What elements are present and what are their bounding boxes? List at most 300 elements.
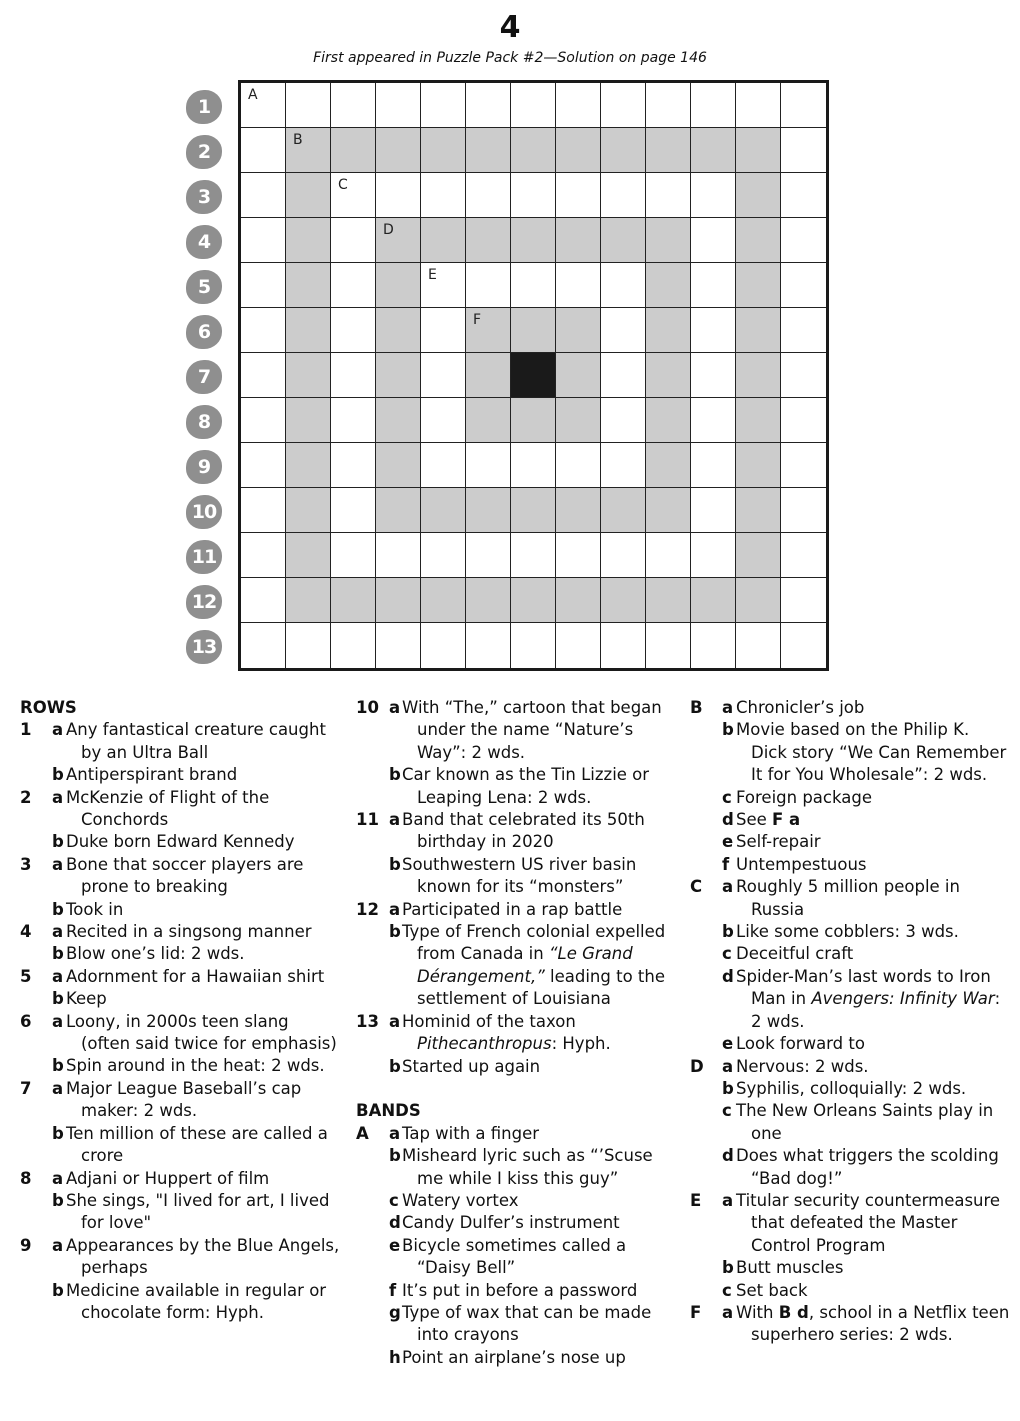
- clue-number: 6: [20, 1011, 32, 1031]
- grid-cell[interactable]: [736, 173, 781, 218]
- grid-cell[interactable]: [466, 623, 511, 668]
- grid-cell[interactable]: [331, 218, 376, 263]
- grid-cell[interactable]: [556, 83, 601, 128]
- clue-letter: a: [722, 698, 734, 717]
- grid-cell[interactable]: [601, 353, 646, 398]
- grid-cell[interactable]: [781, 308, 826, 353]
- clue-text: Spider-Man’s last words to Iron Man in Avengers: Infinity War: 2 wds.: [736, 966, 1001, 1031]
- grid-cell[interactable]: [241, 353, 286, 398]
- clue: [690, 1078, 1010, 1100]
- grid-cell[interactable]: [376, 353, 421, 398]
- grid-cell[interactable]: [331, 623, 376, 668]
- clue-text: Movie based on the Philip K. Dick story “We Can Remember It for You Wholesale”: 2 wds.: [736, 720, 1007, 785]
- clue: [690, 831, 1010, 853]
- grid-cell[interactable]: [691, 308, 736, 353]
- grid-cell[interactable]: [241, 218, 286, 263]
- clue-text: Loony, in 2000s teen slang (often said twice for emphasis): [66, 1011, 337, 1054]
- grid-cell[interactable]: [781, 128, 826, 173]
- section-gap: [356, 1078, 682, 1100]
- clue-letter: d: [722, 966, 734, 986]
- grid-cell[interactable]: [736, 578, 781, 623]
- grid-cell[interactable]: [286, 533, 331, 578]
- grid-cell[interactable]: [331, 83, 376, 128]
- grid-cell[interactable]: [646, 308, 691, 353]
- clue-text: Untempestuous: [736, 854, 867, 874]
- grid-cell[interactable]: [646, 623, 691, 668]
- grid-cell[interactable]: [781, 488, 826, 533]
- grid-cell[interactable]: [781, 443, 826, 488]
- grid-cell[interactable]: [736, 398, 781, 443]
- clue-letter: f: [722, 854, 730, 874]
- clue-text: Look forward to: [736, 1034, 865, 1054]
- grid-cell[interactable]: [691, 173, 736, 218]
- clue: [356, 1123, 682, 1145]
- grid-cell[interactable]: [736, 488, 781, 533]
- grid-cell[interactable]: [286, 623, 331, 668]
- grid-cell[interactable]: [601, 533, 646, 578]
- clue-letter: f: [389, 1280, 397, 1300]
- grid-cell[interactable]: [376, 398, 421, 443]
- grid-cell[interactable]: [781, 173, 826, 218]
- grid-cell[interactable]: [781, 263, 826, 308]
- clue-text: Point an airplane’s nose up: [402, 1347, 626, 1367]
- grid-cell[interactable]: [511, 398, 556, 443]
- grid-cell[interactable]: [556, 353, 601, 398]
- grid-cell[interactable]: [286, 308, 331, 353]
- grid-cell[interactable]: [331, 443, 376, 488]
- grid-cell[interactable]: [736, 218, 781, 263]
- grid-cell[interactable]: [331, 173, 376, 218]
- clue-text: Adjani or Huppert of film: [66, 1168, 270, 1188]
- clue-letter: c: [722, 944, 732, 964]
- clue: [356, 697, 682, 764]
- clue-number: D: [690, 1056, 704, 1076]
- clue-letter: b: [52, 1056, 64, 1076]
- row-number-marker: 13: [186, 630, 222, 664]
- grid-cell[interactable]: [781, 83, 826, 128]
- clue-letter: a: [722, 1056, 734, 1076]
- grid-cell[interactable]: [376, 578, 421, 623]
- clue: [356, 921, 682, 1011]
- grid-cell[interactable]: [466, 83, 511, 128]
- grid-cell[interactable]: [286, 83, 331, 128]
- grid-cell[interactable]: [646, 218, 691, 263]
- clue-text: Chronicler’s job: [736, 698, 865, 717]
- clue-letter: b: [52, 1190, 64, 1210]
- grid-cell[interactable]: [691, 578, 736, 623]
- clue-text: Roughly 5 million people in Russia: [736, 877, 960, 919]
- clue-text: Any fantastical creature caught by an Ultra Ball: [66, 720, 326, 762]
- clue: [20, 966, 342, 988]
- clue-letter: a: [52, 787, 64, 807]
- grid-cell[interactable]: [376, 128, 421, 173]
- grid-cell[interactable]: [511, 173, 556, 218]
- clue-text: She sings, "I lived for art, I lived for love": [66, 1190, 330, 1233]
- clue-letter: b: [52, 1280, 64, 1300]
- grid-cell[interactable]: [511, 443, 556, 488]
- clue-text: Deceitful craft: [736, 944, 854, 964]
- band-start-label: D: [383, 222, 394, 238]
- clue-text: With “The,” cartoon that began under the name “Nature’s Way”: 2 wds.: [402, 698, 662, 762]
- clue-number: 8: [20, 1168, 32, 1188]
- grid-cell[interactable]: [736, 83, 781, 128]
- clue-letter: b: [389, 765, 401, 785]
- grid-cell[interactable]: [466, 533, 511, 578]
- puzzle-subtitle: First appeared in Puzzle Pack #2—Solution on page 146: [313, 50, 707, 66]
- grid-cell[interactable]: [601, 623, 646, 668]
- clue: [20, 921, 342, 943]
- grid-cell[interactable]: [241, 128, 286, 173]
- grid-cell[interactable]: [421, 623, 466, 668]
- grid-cell[interactable]: [781, 353, 826, 398]
- grid-cell[interactable]: [466, 173, 511, 218]
- row-number-marker: 2: [186, 135, 222, 169]
- clue-letter: b: [389, 1056, 401, 1076]
- grid-cell[interactable]: [241, 398, 286, 443]
- grid-cell[interactable]: [691, 488, 736, 533]
- band-start-label: A: [248, 87, 258, 103]
- clue-text: Like some cobblers: 3 wds.: [736, 922, 959, 942]
- grid-cell[interactable]: [376, 623, 421, 668]
- grid-cell[interactable]: [331, 488, 376, 533]
- clue-text: With B d, school in a Netflix teen superhero series: 2 wds.: [736, 1302, 1010, 1345]
- grid-cell[interactable]: [241, 533, 286, 578]
- clue: [690, 1190, 1010, 1257]
- grid-cell[interactable]: [421, 533, 466, 578]
- clue-text: Southwestern US river basin known for its “monsters”: [402, 854, 637, 897]
- grid-cell[interactable]: [556, 488, 601, 533]
- rows-heading: ROWS: [20, 698, 77, 717]
- clue-letter: b: [52, 832, 64, 852]
- clue: [690, 876, 1010, 921]
- clue: [20, 899, 342, 921]
- clue: [20, 1011, 342, 1056]
- clue: [356, 1145, 682, 1190]
- grid-cell[interactable]: [421, 488, 466, 533]
- grid-cell[interactable]: [556, 533, 601, 578]
- clue: [690, 1033, 1010, 1055]
- grid-cell[interactable]: [331, 353, 376, 398]
- grid-cell[interactable]: [601, 398, 646, 443]
- black-cell: [511, 353, 556, 398]
- grid-cell[interactable]: [601, 263, 646, 308]
- clue: [690, 943, 1010, 965]
- grid-cell[interactable]: [241, 173, 286, 218]
- clue-text: Titular security countermeasure that defeated the Master Control Program: [736, 1190, 1001, 1255]
- row-number-marker: 9: [186, 450, 222, 484]
- clue-text: Spin around in the heat: 2 wds.: [66, 1056, 325, 1076]
- grid-cell[interactable]: [556, 128, 601, 173]
- grid-cell[interactable]: [646, 353, 691, 398]
- grid-cell[interactable]: [466, 218, 511, 263]
- grid-cell[interactable]: [421, 263, 466, 308]
- grid-cell[interactable]: [691, 623, 736, 668]
- grid-cell[interactable]: [646, 488, 691, 533]
- grid-cell[interactable]: [601, 218, 646, 263]
- grid-cell[interactable]: [646, 578, 691, 623]
- grid-cell[interactable]: [556, 218, 601, 263]
- grid-cell[interactable]: [511, 623, 556, 668]
- grid-cell[interactable]: [511, 218, 556, 263]
- band-start-label: C: [338, 177, 348, 193]
- grid-cell[interactable]: [691, 353, 736, 398]
- grid-cell[interactable]: [556, 263, 601, 308]
- grid-cell[interactable]: [646, 173, 691, 218]
- clue-text: Blow one’s lid: 2 wds.: [66, 944, 245, 964]
- grid-cell[interactable]: [736, 128, 781, 173]
- grid-cell[interactable]: [736, 308, 781, 353]
- grid-cell[interactable]: [286, 173, 331, 218]
- grid-cell[interactable]: [331, 398, 376, 443]
- grid-cell[interactable]: [646, 263, 691, 308]
- grid-cell[interactable]: [511, 128, 556, 173]
- grid-cell[interactable]: [241, 578, 286, 623]
- clue: [20, 1055, 342, 1077]
- grid-cell[interactable]: [241, 443, 286, 488]
- grid-cell[interactable]: [556, 443, 601, 488]
- row-number-marker: 3: [186, 180, 222, 214]
- clue-text: Syphilis, colloquially: 2 wds.: [736, 1078, 967, 1098]
- clue: [356, 1011, 682, 1056]
- grid-cell[interactable]: [601, 578, 646, 623]
- grid-cell[interactable]: [286, 578, 331, 623]
- clue: [20, 854, 342, 899]
- grid-cell[interactable]: [736, 263, 781, 308]
- clue: [20, 764, 342, 786]
- clue-number: 3: [20, 854, 32, 874]
- clue-letter: a: [52, 1078, 64, 1098]
- clue: [356, 899, 682, 921]
- grid-cell[interactable]: [331, 128, 376, 173]
- clue-letter: a: [52, 966, 64, 986]
- grid-cell[interactable]: [511, 488, 556, 533]
- grid-cell[interactable]: [556, 173, 601, 218]
- grid-cell[interactable]: [286, 443, 331, 488]
- grid-cell[interactable]: [691, 218, 736, 263]
- band-start-label: F: [473, 312, 482, 328]
- grid-cell[interactable]: [376, 488, 421, 533]
- clue-text: Type of French colonial expelled from Canada in “Le Grand Dérangement,” leading to the settlement of Louisiana: [402, 922, 666, 1009]
- clue-letter: a: [389, 810, 401, 830]
- clue-letter: c: [389, 1190, 399, 1210]
- grid-cell[interactable]: [421, 398, 466, 443]
- clue-number: 4: [20, 922, 32, 942]
- row-number-marker: 7: [186, 360, 222, 394]
- grid-cell[interactable]: [376, 308, 421, 353]
- clue-number: B: [690, 698, 703, 717]
- grid-cell[interactable]: [691, 443, 736, 488]
- grid-cell[interactable]: [601, 173, 646, 218]
- clue-text: Bicycle sometimes called a “Daisy Bell”: [402, 1235, 627, 1278]
- grid-cell[interactable]: [376, 218, 421, 263]
- clue-number: F: [690, 1302, 702, 1322]
- grid-cell[interactable]: [466, 128, 511, 173]
- grid-cell[interactable]: [691, 128, 736, 173]
- grid-cell[interactable]: [646, 533, 691, 578]
- clue-text: Type of wax that can be made into crayons: [402, 1302, 652, 1345]
- grid-cell[interactable]: [511, 263, 556, 308]
- row-number-marker: 10: [186, 495, 222, 529]
- grid-cell[interactable]: [466, 353, 511, 398]
- grid-cell[interactable]: [556, 398, 601, 443]
- clue-letter: a: [722, 877, 734, 897]
- grid-cell[interactable]: [376, 263, 421, 308]
- grid-cell[interactable]: [646, 443, 691, 488]
- clue-number: 13: [356, 1011, 379, 1031]
- puzzle-grid: [238, 80, 829, 671]
- grid-cell[interactable]: [421, 128, 466, 173]
- clue-text: Participated in a rap battle: [402, 899, 623, 919]
- clue-text: Adornment for a Hawaiian shirt: [66, 966, 325, 986]
- grid-cell[interactable]: [421, 83, 466, 128]
- grid-cell[interactable]: [781, 398, 826, 443]
- grid-cell[interactable]: [781, 578, 826, 623]
- clue-letter: e: [722, 832, 734, 852]
- clue-letter: a: [389, 698, 401, 717]
- grid-cell[interactable]: [466, 443, 511, 488]
- clue-letter: e: [389, 1235, 401, 1255]
- clue-text: Candy Dulfer’s instrument: [402, 1213, 620, 1233]
- grid-cell[interactable]: [331, 578, 376, 623]
- clue-text: Took in: [66, 899, 124, 919]
- grid-cell[interactable]: [646, 128, 691, 173]
- grid-cell[interactable]: [556, 308, 601, 353]
- bands-heading: BANDS: [356, 1101, 421, 1121]
- row-number-marker: 12: [186, 585, 222, 619]
- grid-cell[interactable]: [781, 218, 826, 263]
- grid-cell[interactable]: [421, 353, 466, 398]
- clue: [356, 1235, 682, 1280]
- grid-cell[interactable]: [331, 533, 376, 578]
- grid-cell[interactable]: [511, 308, 556, 353]
- clue-text: Set back: [736, 1280, 808, 1300]
- grid-cell[interactable]: [376, 83, 421, 128]
- clue-letter: h: [389, 1347, 401, 1367]
- clue: [356, 854, 682, 899]
- grid-cell[interactable]: [691, 83, 736, 128]
- grid-cell[interactable]: [601, 308, 646, 353]
- grid-cell[interactable]: [286, 353, 331, 398]
- clue: [690, 1145, 1010, 1190]
- grid-cell[interactable]: [241, 263, 286, 308]
- clue-letter: b: [722, 1078, 734, 1098]
- grid-cell[interactable]: [331, 263, 376, 308]
- grid-cell[interactable]: [376, 533, 421, 578]
- grid-cell[interactable]: [736, 533, 781, 578]
- grid-cell[interactable]: [511, 578, 556, 623]
- grid-cell[interactable]: [376, 173, 421, 218]
- grid-cell[interactable]: [736, 443, 781, 488]
- grid-cell[interactable]: [691, 533, 736, 578]
- grid-cell[interactable]: [691, 398, 736, 443]
- clue-letter: a: [52, 922, 64, 942]
- grid-cell[interactable]: [286, 128, 331, 173]
- clue-text: Self-repair: [736, 832, 821, 852]
- clue-column-middle: [356, 697, 682, 1369]
- grid-cell[interactable]: [466, 263, 511, 308]
- row-number-marker: 6: [186, 315, 222, 349]
- clue-letter: b: [52, 944, 64, 964]
- grid-cell[interactable]: [466, 488, 511, 533]
- grid-cell[interactable]: [241, 623, 286, 668]
- grid-cell[interactable]: [601, 488, 646, 533]
- clue-letter: c: [722, 787, 732, 807]
- grid-cell[interactable]: [331, 308, 376, 353]
- grid-cell[interactable]: [286, 398, 331, 443]
- grid-cell[interactable]: [646, 83, 691, 128]
- grid-cell[interactable]: [466, 398, 511, 443]
- clue-letter: a: [52, 854, 64, 874]
- grid-cell[interactable]: [601, 128, 646, 173]
- grid-cell[interactable]: [736, 353, 781, 398]
- clue: [356, 1212, 682, 1234]
- clue-letter: b: [722, 720, 734, 740]
- grid-cell[interactable]: [376, 443, 421, 488]
- clue-letter: d: [722, 810, 734, 830]
- clue-letter: d: [722, 1146, 734, 1166]
- grid-cell[interactable]: [421, 443, 466, 488]
- clue-text: Keep: [66, 989, 107, 1009]
- clue: [356, 1347, 682, 1369]
- grid-cell[interactable]: [466, 308, 511, 353]
- clue: [690, 1056, 1010, 1078]
- grid-cell[interactable]: [691, 263, 736, 308]
- clue-letter: d: [389, 1213, 401, 1233]
- clue-text: Does what triggers the scolding “Bad dog!”: [736, 1146, 999, 1188]
- grid-cell[interactable]: [286, 263, 331, 308]
- grid-cell[interactable]: [601, 83, 646, 128]
- clue: [356, 809, 682, 854]
- grid-cell[interactable]: [286, 218, 331, 263]
- grid-cell[interactable]: [421, 578, 466, 623]
- grid-cell[interactable]: [511, 533, 556, 578]
- clue-text: Car known as the Tin Lizzie or Leaping Lena: 2 wds.: [402, 765, 650, 807]
- grid-cell[interactable]: [601, 443, 646, 488]
- grid-cell[interactable]: [241, 308, 286, 353]
- clue: [20, 831, 342, 853]
- grid-cell[interactable]: [781, 623, 826, 668]
- grid-cell[interactable]: [286, 488, 331, 533]
- clue-number: 10: [356, 698, 379, 717]
- grid-cell[interactable]: [241, 83, 286, 128]
- row-number-marker: 8: [186, 405, 222, 439]
- clue-letter: a: [722, 1190, 734, 1210]
- clue: [690, 719, 1010, 786]
- grid-cell[interactable]: [466, 578, 511, 623]
- grid-cell[interactable]: [556, 578, 601, 623]
- clue: [690, 854, 1010, 876]
- clue: [20, 1280, 342, 1325]
- clue-text: Major League Baseball’s cap maker: 2 wds.: [66, 1078, 302, 1121]
- grid-cell[interactable]: [241, 488, 286, 533]
- grid-cell[interactable]: [421, 173, 466, 218]
- grid-cell[interactable]: [736, 623, 781, 668]
- clue: [690, 809, 1010, 831]
- grid-cell[interactable]: [421, 308, 466, 353]
- clue-text: Bone that soccer players are prone to breaking: [66, 854, 304, 897]
- grid-cell[interactable]: [421, 218, 466, 263]
- grid-cell[interactable]: [556, 623, 601, 668]
- bands-clue-column-right: [690, 697, 1010, 1347]
- clue: [20, 1078, 342, 1123]
- grid-cell[interactable]: [646, 398, 691, 443]
- clue-letter: c: [722, 1101, 732, 1121]
- clue-text: Misheard lyric such as “’Scuse me while I kiss this guy”: [402, 1146, 653, 1188]
- clue-number: 11: [356, 810, 379, 830]
- clue-letter: b: [722, 922, 734, 942]
- grid-cell[interactable]: [511, 83, 556, 128]
- grid-cell[interactable]: [781, 533, 826, 578]
